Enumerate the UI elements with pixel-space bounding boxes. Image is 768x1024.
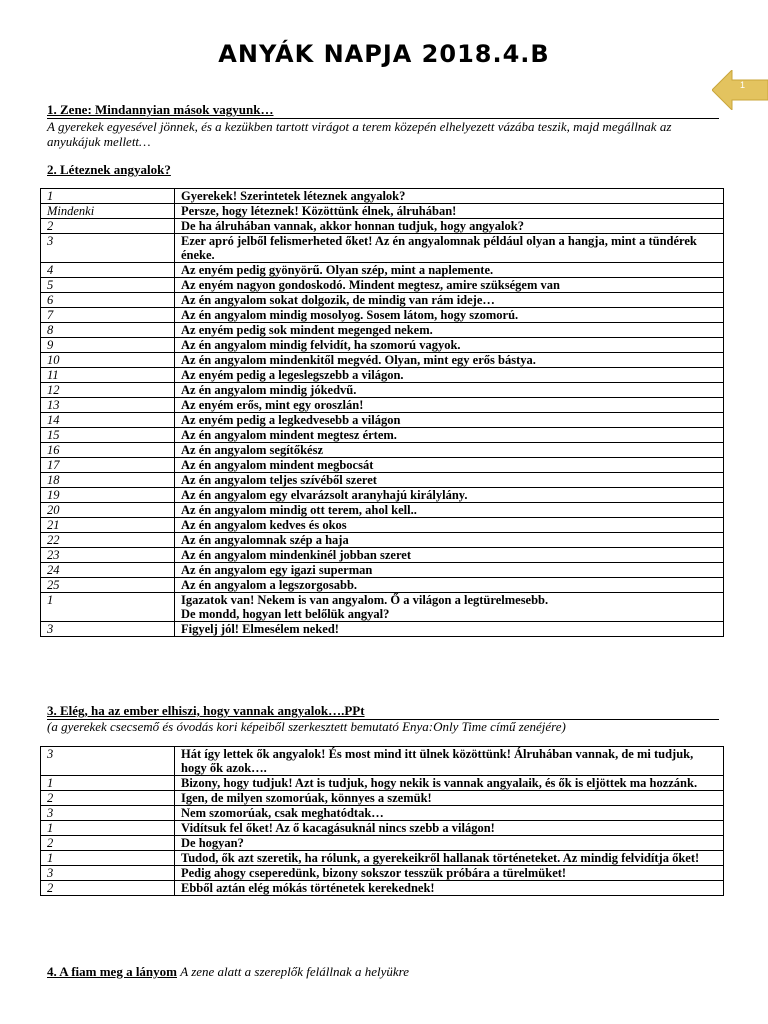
line-cell: Az én angyalom sokat dolgozik, de mindig van rám ideje…: [175, 293, 724, 308]
line-cell: Persze, hogy léteznek! Közöttünk élnek, álruhában!: [175, 204, 724, 219]
section-3-description: (a gyerekek csecsemő és óvodás kori képeiből szerkesztett bemutató Enya:Only Time című zenéjére): [47, 719, 566, 734]
table-row: [41, 398, 724, 413]
table-row: [41, 338, 724, 353]
table-row: [41, 353, 724, 368]
table-row: [41, 488, 724, 503]
line-cell: Az én angyalom segítőkész: [175, 443, 724, 458]
line-cell: Az én angyalom teljes szívéből szeret: [175, 473, 724, 488]
speaker-cell: Mindenki: [41, 204, 175, 219]
speaker-cell: 12: [41, 383, 175, 398]
speaker-cell: 15: [41, 428, 175, 443]
line-cell: Az én angyalom mindig felvidít, ha szomorú vagyok.: [175, 338, 724, 353]
line-cell: Az én angyalomnak szép a haja: [175, 533, 724, 548]
speaker-cell: 7: [41, 308, 175, 323]
table-row: [41, 881, 724, 896]
table-row: [41, 776, 724, 791]
table-row: [41, 443, 724, 458]
table-row: [41, 234, 724, 263]
line-cell: Nem szomorúak, csak meghatódtak…: [175, 806, 724, 821]
speaker-cell: 11: [41, 368, 175, 383]
table-row: [41, 836, 724, 851]
table-row: [41, 413, 724, 428]
page-title: ANYÁK NAPJA 2018.4.B: [218, 40, 550, 68]
speaker-cell: 24: [41, 563, 175, 578]
speaker-cell: 4: [41, 263, 175, 278]
line-cell: Az enyém erős, mint egy oroszlán!: [175, 398, 724, 413]
line-cell: Igen, de milyen szomorúak, könnyes a szemük!: [175, 791, 724, 806]
speaker-cell: 13: [41, 398, 175, 413]
table-row: [41, 791, 724, 806]
speaker-cell: 23: [41, 548, 175, 563]
line-cell: Az enyém nagyon gondoskodó. Mindent megtesz, amire szükségem van: [175, 278, 724, 293]
speaker-cell: 21: [41, 518, 175, 533]
line-cell: Az én angyalom mindig jókedvű.: [175, 383, 724, 398]
line-cell: Bizony, hogy tudjuk! Azt is tudjuk, hogy nekik is vannak angyalaik, és ők is eljöttek ma hozzánk.: [175, 776, 724, 791]
table-row: [41, 278, 724, 293]
nav-badge-number: 1: [740, 80, 746, 90]
speaker-cell: 17: [41, 458, 175, 473]
speaker-cell: 3: [41, 866, 175, 881]
line-cell: Az én angyalom mindig ott terem, ahol kell..: [175, 503, 724, 518]
table-row: [41, 458, 724, 473]
line-cell: Az én angyalom mindent megtesz értem.: [175, 428, 724, 443]
line-cell: De ha álruhában vannak, akkor honnan tudjuk, hogy angyalok?: [175, 219, 724, 234]
section-3-heading: [47, 703, 719, 720]
section-4-note: A zene alatt a szereplők felállnak a helyükre: [180, 964, 410, 979]
line-cell: Az enyém pedig a legeslegszebb a világon.: [175, 368, 724, 383]
table-row: [41, 204, 724, 219]
speaker-cell: 6: [41, 293, 175, 308]
table-row: [41, 533, 724, 548]
section-4-heading: [47, 964, 409, 980]
speaker-cell: 2: [41, 881, 175, 896]
line-cell: Az én angyalom egy igazi superman: [175, 563, 724, 578]
line-cell: Hát így lettek ők angyalok! És most mind itt ülnek közöttünk! Álruhában vannak, de mi tudjuk, hogy ők azok….: [175, 747, 724, 776]
table-row: [41, 866, 724, 881]
table-row: [41, 383, 724, 398]
table-row: [41, 518, 724, 533]
line-cell: Az én angyalom mindig mosolyog. Sosem látom, hogy szomorú.: [175, 308, 724, 323]
dialogue-table-section-3: [40, 746, 724, 896]
table-row: [41, 806, 724, 821]
speaker-cell: 1: [41, 189, 175, 204]
line-cell: Az én angyalom kedves és okos: [175, 518, 724, 533]
table-row: [41, 323, 724, 338]
table-row: [41, 189, 724, 204]
table-row: [41, 473, 724, 488]
table-row: [41, 219, 724, 234]
table-row: [41, 821, 724, 836]
line-cell: Az én angyalom a legszorgosabb.: [175, 578, 724, 593]
back-arrow-icon[interactable]: [712, 70, 768, 110]
speaker-cell: 16: [41, 443, 175, 458]
section-4-heading-text: 4. A fiam meg a lányom: [47, 964, 177, 979]
line-text-continued: De mondd, hogyan lett belőlük angyal?: [181, 607, 390, 621]
speaker-cell: 3: [41, 806, 175, 821]
speaker-cell: 3: [41, 747, 175, 776]
line-cell: Az enyém pedig gyönyörű. Olyan szép, mint a naplemente.: [175, 263, 724, 278]
speaker-cell: 2: [41, 836, 175, 851]
speaker-cell: 1: [41, 593, 175, 622]
table-row: [41, 293, 724, 308]
speaker-cell: 5: [41, 278, 175, 293]
speaker-cell: 19: [41, 488, 175, 503]
line-cell: Az én angyalom mindenkinél jobban szeret: [175, 548, 724, 563]
table-row: [41, 851, 724, 866]
section-1-heading-text: 1. Zene: Mindannyian mások vagyunk…: [47, 102, 274, 117]
line-cell: Az én angyalom egy elvarázsolt aranyhajú királylány.: [175, 488, 724, 503]
line-cell: Az enyém pedig a legkedvesebb a világon: [175, 413, 724, 428]
table-row: [41, 428, 724, 443]
line-text: Igazatok van! Nekem is van angyalom. Ő a világon a legtürelmesebb.: [181, 593, 549, 607]
section-1-heading: [47, 102, 719, 119]
table-row: [41, 263, 724, 278]
line-cell: Gyerekek! Szerintetek léteznek angyalok?: [175, 189, 724, 204]
speaker-cell: 25: [41, 578, 175, 593]
line-cell: Ebből aztán elég mókás történetek kerekednek!: [175, 881, 724, 896]
speaker-cell: 2: [41, 219, 175, 234]
table-row: [41, 563, 724, 578]
section-1-description: A gyerekek egyesével jönnek, és a kezükben tartott virágot a terem közepén elhelyezett vázába teszik, majd megállnak az anyukájuk mellett…: [47, 119, 672, 149]
speaker-cell: 14: [41, 413, 175, 428]
speaker-cell: 22: [41, 533, 175, 548]
line-cell: [175, 593, 724, 622]
table-row: [41, 548, 724, 563]
speaker-cell: 3: [41, 234, 175, 263]
speaker-cell: 10: [41, 353, 175, 368]
speaker-cell: 1: [41, 821, 175, 836]
table-row: [41, 578, 724, 593]
speaker-cell: 1: [41, 776, 175, 791]
speaker-cell: 2: [41, 791, 175, 806]
speaker-cell: 8: [41, 323, 175, 338]
speaker-cell: 9: [41, 338, 175, 353]
table-row: [41, 368, 724, 383]
speaker-cell: 20: [41, 503, 175, 518]
dialogue-table-section-2: [40, 188, 724, 637]
line-cell: Ezer apró jelből felismerheted őket! Az én angyalomnak például olyan a hangja, mint a tündérek éneke.: [175, 234, 724, 263]
section-3-heading-text: 3. Elég, ha az ember elhiszi, hogy vannak angyalok….PPt: [47, 703, 365, 718]
line-cell: Az én angyalom mindenkitől megvéd. Olyan, mint egy erős bástya.: [175, 353, 724, 368]
table-row: [41, 622, 724, 637]
table-row: [41, 747, 724, 776]
line-cell: De hogyan?: [175, 836, 724, 851]
table-row: [41, 308, 724, 323]
table-row: [41, 593, 724, 622]
line-cell: Tudod, ők azt szeretik, ha rólunk, a gyerekeikről hallanak történeteket. Az mindig felvidítja őket!: [175, 851, 724, 866]
line-cell: Az én angyalom mindent megbocsát: [175, 458, 724, 473]
speaker-cell: 1: [41, 851, 175, 866]
speaker-cell: 3: [41, 622, 175, 637]
section-2-heading: 2. Léteznek angyalok?: [47, 162, 171, 177]
line-cell: Az enyém pedig sok mindent megenged nekem.: [175, 323, 724, 338]
line-cell: Figyelj jól! Elmesélem neked!: [175, 622, 724, 637]
table-row: [41, 503, 724, 518]
line-cell: Pedig ahogy cseperedünk, bizony sokszor tesszük próbára a türelmüket!: [175, 866, 724, 881]
speaker-cell: 18: [41, 473, 175, 488]
line-cell: Vidítsuk fel őket! Az ő kacagásuknál nincs szebb a világon!: [175, 821, 724, 836]
